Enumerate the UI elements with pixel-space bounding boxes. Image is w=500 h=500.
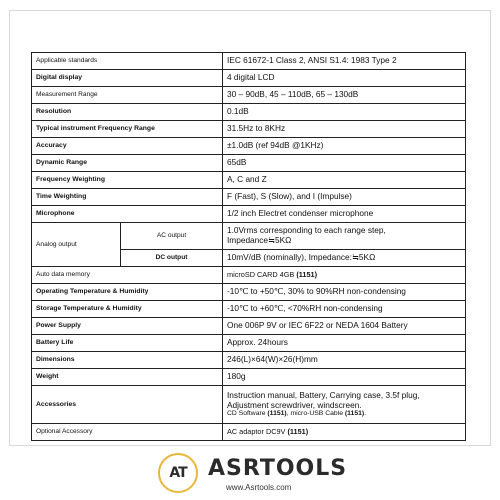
row-value: 30 – 90dB, 45 – 110dB, 65 – 130dB (223, 87, 466, 104)
row-value: F (Fast), S (Slow), and I (Impulse) (223, 189, 466, 206)
row-label: Accuracy (32, 138, 223, 155)
row-value: 4 digital LCD (223, 70, 466, 87)
row-label: Microphone (32, 206, 223, 223)
logo-mark-text: AT (169, 465, 187, 481)
analog-output-label: Analog output (32, 223, 121, 267)
row-value: Approx. 24hours (223, 335, 466, 352)
row-value-text: microSD CARD 4GB (227, 269, 295, 279)
row-value: 31.5Hz to 8KHz (223, 121, 466, 138)
row-label: Digital display (32, 70, 223, 87)
row-value: 0.1dB (223, 104, 466, 121)
table-row (32, 53, 466, 70)
row-value: 1/2 inch Electret condenser microphone (223, 206, 466, 223)
table-row (32, 318, 466, 335)
row-value: -10℃ to +60℃, <70%RH non-condensing (223, 301, 466, 318)
row-value: 65dB (223, 155, 466, 172)
row-label: Typical instrument Frequency Range (32, 121, 223, 138)
row-label: Storage Temperature & Humidity (32, 301, 223, 318)
row-label: Resolution (32, 104, 223, 121)
row-value (223, 424, 466, 441)
row-value: One 006P 9V or IEC 6F22 or NEDA 1604 Battery (223, 318, 466, 335)
table-row (32, 369, 466, 386)
row-label: Applicable standards (32, 53, 223, 70)
accessories-line-3 (227, 410, 461, 418)
brand-url: www.Asrtools.com (226, 483, 292, 492)
row-label: Optional Accessory (32, 424, 223, 441)
row-label: Time Weighting (32, 189, 223, 206)
table-row (32, 335, 466, 352)
table-row (32, 352, 466, 369)
ac-output-label: AC output (121, 223, 223, 250)
table-row (32, 284, 466, 301)
row-label: Dynamic Range (32, 155, 223, 172)
row-value-model: (1151) (287, 426, 309, 436)
table-row (32, 155, 466, 172)
brand-logo (0, 446, 500, 500)
row-label: Frequency Weighting (32, 172, 223, 189)
table-row (32, 189, 466, 206)
table-row (32, 301, 466, 318)
ac-output-line-2: Impedance≒5KΩ (227, 235, 292, 245)
row-value: A, C and Z (223, 172, 466, 189)
table-row (32, 267, 466, 284)
table-row (32, 138, 466, 155)
row-label: Accessories (32, 386, 223, 424)
row-value: 246(L)×64(W)×26(H)mm (223, 352, 466, 369)
accessories-line-1: Instruction manual, Battery, Carrying case, 3.5f plug, (227, 390, 420, 401)
usb-cable-model: (1151) (344, 410, 365, 418)
row-label: Measurement Range (32, 87, 223, 104)
table-row (32, 70, 466, 87)
table-row (32, 104, 466, 121)
row-label: Dimensions (32, 352, 223, 369)
table-row (32, 386, 466, 424)
row-label: Operating Temperature & Humidity (32, 284, 223, 301)
row-value (223, 267, 466, 284)
row-label: Power Supply (32, 318, 223, 335)
ac-output-value (223, 223, 466, 250)
row-label: Auto data memory (32, 267, 223, 284)
ac-output-line-1: 1.0Vrms corresponding to each range step, (227, 225, 386, 236)
spec-table (31, 52, 466, 441)
brand-name: ASRTOOLS (208, 456, 348, 481)
cd-software-model: (1151) (267, 410, 287, 418)
table-row (32, 121, 466, 138)
dc-output-label: DC output (121, 250, 223, 267)
logo-mark-icon (158, 453, 198, 493)
row-value-text: AC adaptor DC9V (227, 426, 288, 436)
table-row (32, 223, 466, 250)
row-value-model: (1151) (296, 269, 318, 279)
row-label: Battery Life (32, 335, 223, 352)
dc-output-value: 10mV/dB (nominally), Impedance:≒5KΩ (223, 250, 466, 267)
row-value: -10℃ to +50℃, 30% to 90%RH non-condensing (223, 284, 466, 301)
row-value: IEC 61672-1 Class 2, ANSI S1.4: 1983 Type 2 (223, 53, 466, 70)
accessories-line-2: Adjustment screwdriver, windscreen. (227, 399, 362, 410)
row-label: Weight (32, 369, 223, 386)
table-row (32, 424, 466, 441)
table-row (32, 206, 466, 223)
table-row (32, 172, 466, 189)
table-row (32, 87, 466, 104)
usb-cable-text: , micro-USB Cable (286, 410, 345, 418)
row-value: ±1.0dB (ref 94dB @1KHz) (223, 138, 466, 155)
line-end: . (364, 410, 367, 418)
row-value: 180g (223, 369, 466, 386)
accessories-value (223, 386, 466, 424)
cd-software-text: CD Software (227, 410, 268, 418)
